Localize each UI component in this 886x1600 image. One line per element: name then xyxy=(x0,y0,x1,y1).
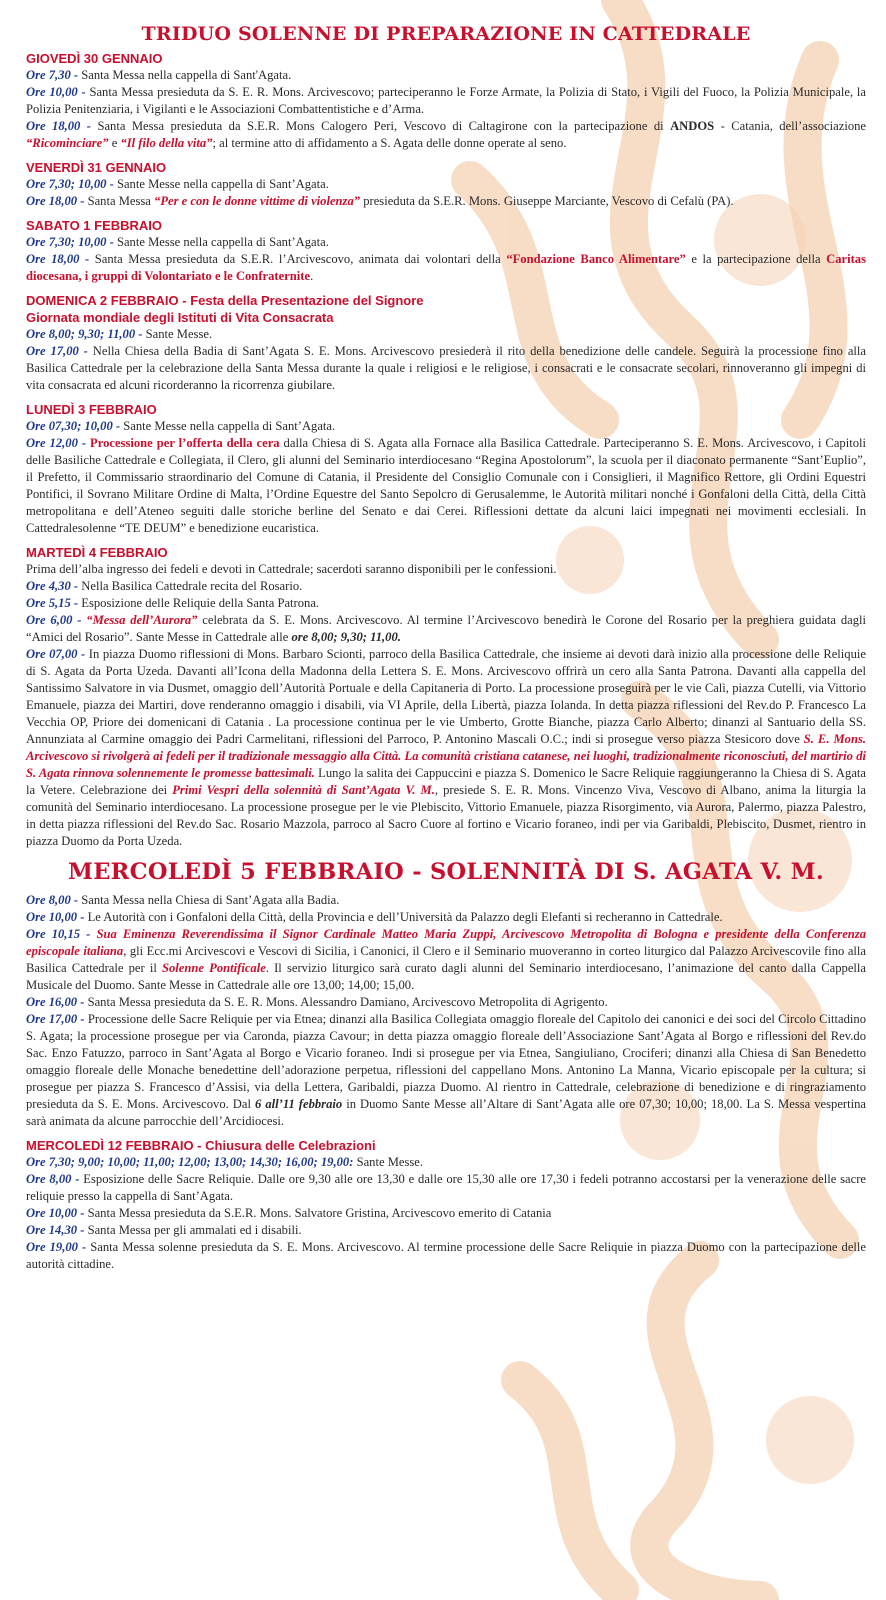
entry-text: “Messa dell’Aurora” xyxy=(86,613,198,627)
entry-time: Ore 12,00 - xyxy=(26,436,91,450)
entry-text: Esposizione delle Reliquie della Santa Patrona. xyxy=(81,596,320,610)
schedule-entry xyxy=(26,118,866,152)
entry-text: Sante Messe. xyxy=(145,327,213,341)
closing-section xyxy=(26,1137,866,1273)
entry-text: Santa Messa nella cappella di Sant'Agata. xyxy=(81,68,292,82)
entry-text: Santa Messa presieduta da S.E.R. Mons Calogero Peri, Vescovo di Caltagirone con la partecipazione di xyxy=(97,119,671,133)
schedule-entry xyxy=(26,418,866,435)
entry-text: Sante Messe nella cappella di Sant’Agata. xyxy=(123,419,336,433)
entry-text: Primi Vespri della solennità di Sant’Agata V. M. xyxy=(172,783,435,797)
schedule-entry xyxy=(26,67,866,84)
entry-time: Ore 7,30; 10,00 - xyxy=(26,235,117,249)
day-section xyxy=(26,50,866,152)
entry-text: Santa Messa nella Chiesa di Sant’Agata alla Badia. xyxy=(81,893,340,907)
schedule-entry xyxy=(26,193,866,210)
entry-text: Processione delle Sacre Reliquie per via Etnea; dinanzi alla Basilica Collegiata omaggio floreale del Capitolo dei canonici e dei soci del Circolo Cittadino S. Agata; la processione prosegue per via Caronda, piazza Cavour; in detta piazza omaggio floreale dell’Associazione Sant’Agata al Borgo e riflessioni del Rev.do Sac. Enzo Fatuzzo, parroco in Sant’Agata al Borgo e Vicario foraneo. Indi si prosegue per via Etnea, Sangiuliano, Crociferi; dinanzi alla Chiesa di San Benedetto omaggio floreale delle Monache benedettine dell’adorazione perpetua, riflessioni del cappellano Mons. Antonino La Manna, Vicario episcopale per la cultura; si prosegue per piazza S. Francesco d’Assisi, via della Lettera, Garibaldi, piazza Duomo. Al rientro in Cattedrale, celebrazione di benedizione e di ringraziamento presieduta da S. E. Mons. Arcivescovo. Dal xyxy=(26,1012,866,1111)
entry-text: 6 all’11 febbraio xyxy=(255,1097,343,1111)
entry-time: Ore 10,00 - xyxy=(26,910,88,924)
entry-time: Ore 7,30; 10,00 - xyxy=(26,177,117,191)
entry-time: Ore 10,00 - xyxy=(26,1206,88,1220)
day-heading: MARTEDÌ 4 FEBBRAIO xyxy=(26,545,168,560)
entry-time: Ore 8,00 - xyxy=(26,1172,84,1186)
day-heading: DOMENICA 2 FEBBRAIO - Festa della Presentazione del Signore xyxy=(26,293,424,308)
schedule-entry xyxy=(26,561,866,578)
day-subheading: Giornata mondiale degli Istituti di Vita Consacrata xyxy=(26,310,334,325)
closing-day-section xyxy=(26,1137,866,1273)
entry-text: , gli Ecc.mi Arcivescovi e Vescovi di Sicilia, i Canonici, il Clero e il Seminario muoveranno in corteo liturgico dal Palazzo Arcivescovile fino alla Basilica Cattedrale per il xyxy=(26,944,866,975)
entry-time: Ore 07,00 - xyxy=(26,647,89,661)
entry-text: Santa Messa presieduta da S. E. R. Mons. Alessandro Damiano, Arcivescovo Metropolita di Agrigento. xyxy=(87,995,608,1009)
entry-text: Santa Messa presieduta da S.E.R. Mons. Salvatore Gristina, Arcivescovo emerito di Catania xyxy=(87,1206,552,1220)
day-heading: MERCOLEDÌ 12 FEBBRAIO - Chiusura delle Celebrazioni xyxy=(26,1138,376,1153)
schedule-entry xyxy=(26,1154,866,1171)
entry-text: e la partecipazione della xyxy=(685,252,827,266)
day-section xyxy=(26,401,866,537)
schedule-entry xyxy=(26,1239,866,1273)
entry-text: Esposizione delle Sacre Reliquie. Dalle ore 9,30 alle ore 13,30 e dalle ore 15,30 alle ore 17,30 i fedeli potranno accostarsi per la venerazione delle sacre reliquie presso la cappella di Sant’Agata. xyxy=(26,1172,866,1203)
entry-time: Ore 19,00 - xyxy=(26,1240,91,1254)
entry-text: in Duomo Sante Messe all’Altare di Sant’Agata alle ore 07,30; 10,00; 18,00. La S. Messa vespertina sarà animata da alcune parrocchie dell’Arcidiocesi. xyxy=(26,1097,866,1128)
schedule-entry xyxy=(26,1171,866,1205)
entry-text: “Il filo della vita” xyxy=(120,136,213,150)
schedule-entry xyxy=(26,251,866,285)
entry-time: Ore 10,00 - xyxy=(26,85,90,99)
document-title: TRIDUO SOLENNE DI PREPARAZIONE IN CATTEDRALE xyxy=(141,23,751,45)
entry-time: Ore 16,00 - xyxy=(26,995,88,1009)
entry-text: ore 8,00; 9,30; 11,00. xyxy=(291,630,401,644)
schedule-entry xyxy=(26,892,866,909)
entry-text: Le Autorità con i Gonfaloni della Città, della Provincia e dell’Università da Palazzo degli Elefanti si recheranno in Cattedrale. xyxy=(87,910,723,924)
day-section xyxy=(26,544,866,850)
schedule-entry xyxy=(26,234,866,251)
entry-time: Ore 07,30; 10,00 - xyxy=(26,419,124,433)
entry-text: “Per e con le donne vittime di violenza” xyxy=(154,194,361,208)
entry-text: Prima dell’alba ingresso dei fedeli e devoti in Cattedrale; sacerdoti saranno disponibili per le confessioni. xyxy=(26,562,557,576)
day-heading: GIOVEDÌ 30 GENNAIO xyxy=(26,51,163,66)
entry-text: Nella Chiesa della Badia di Sant’Agata S. E. Mons. Arcivescovo presiederà il rito della benedizione delle candele. Seguirà la processione fino alla Basilica Cattedrale per la celebrazione della Santa Messa durante la quale i religiosi e le religiose, i consacrati e le consacrate secolari, rinnoveranno gli impegni di vita consacrata ed alcuni ricorderanno la ricorrenza giubilare. xyxy=(26,344,866,392)
entry-text: Sante Messe. xyxy=(356,1155,424,1169)
entry-text: dalla Chiesa di S. Agata alla Fornace alla Basilica Cattedrale. Parteciperanno S. E. Mons. Arcivescovo, i Capitoli delle Basiliche Cattedrale e Collegiata, il Clero, gli alunni del Seminario interdiocesano “Regina Apostolorum”, la scuola per il diaconato permanente “Sant’Euplio”, il Prefetto, il Commissario straordinario del Comune di Catania, il Presidente del Consiglio Comunale con i Consiglieri, il Magnifico Rettore, gli Ordini Equestri Pontifici, il Sovrano Militare Ordine di Malta, l’Ordine Equestre del Santo Sepolcro di Gerusalemme, le Autorità militari nonché i Gonfaloni della Città, della Città metropolitana e dell’Ateneo seguiti dalle storiche berline del Senato e dai Cerei. Riflessioni dettate da alcuni laici impegnati nei movimenti ecclesiali. In Cattedralesolenne “TE DEUM” e benedizione eucaristica. xyxy=(26,436,867,535)
schedule-entry xyxy=(26,612,866,646)
entry-text: - Catania, dell’associazione xyxy=(714,119,867,133)
entry-time: Ore 6,00 - xyxy=(26,613,87,627)
entry-text: S. E. Mons. Arcivescovo si rivolgerà ai fedeli per il tradizionale messaggio alla Città. La comunità cristiana catanese, nei luoghi, tradizionalmente riconosciuti, del martirio di S. Agata rinnova solennemente le promesse battesimali. xyxy=(26,732,867,780)
entry-time: Ore 18,00 - xyxy=(26,252,95,266)
main-feast-entries xyxy=(26,892,866,1130)
entry-text: Sante Messe nella cappella di Sant’Agata. xyxy=(116,235,329,249)
entry-text: Santa Messa per gli ammalati ed i disabili. xyxy=(87,1223,302,1237)
schedule-entry xyxy=(26,176,866,193)
entry-time: Ore 5,15 - xyxy=(26,596,82,610)
entry-time: Ore 18,00 - xyxy=(26,194,88,208)
entry-text: “Ricominciare” xyxy=(26,136,109,150)
entry-text: Sante Messe nella cappella di Sant’Agata. xyxy=(116,177,329,191)
entry-text: Lungo la salita dei Cappuccini e piazza S. Domenico le Sacre Reliquie raggiungeranno la Chiesa di S. Agata la Vetere. Celebrazione dei xyxy=(26,766,866,797)
entry-text: e xyxy=(108,136,121,150)
entry-text: . xyxy=(310,269,314,283)
entry-time: Ore 8,00 - xyxy=(26,893,82,907)
entry-text: Processione per l’offerta della cera xyxy=(90,436,280,450)
entry-time: Ore 14,30 - xyxy=(26,1223,88,1237)
day-heading: VENERDÌ 31 GENNAIO xyxy=(26,160,167,175)
entry-text: Sua Eminenza Reverendissima il Signor Cardinale Matteo Maria Zuppi, Arcivescovo Metropolita di Bologna e presidente della Conferenza episcopale italiana xyxy=(26,927,867,958)
entry-text: . Il servizio liturgico sarà curato dagli alunni del Seminario interdiocesano, l’animazione del canto dalla Cappella Musicale del Duomo. Sante Messe in Cattedrale alle ore 13,00; 14,00; 15,00. xyxy=(26,961,866,992)
schedule-entry xyxy=(26,926,866,994)
schedule-entry xyxy=(26,343,866,394)
entry-time: Ore 7,30 - xyxy=(26,68,82,82)
entry-text: Santa Messa solenne presieduta da S. E. Mons. Arcivescovo. Al termine processione delle Sacre Reliquie in piazza Duomo con la partecipazione delle autorità cittadine. xyxy=(26,1240,867,1271)
entry-text: Nella Basilica Cattedrale recita del Rosario. xyxy=(81,579,303,593)
entry-text: Santa Messa xyxy=(87,194,155,208)
entry-text: celebrata da S. E. Mons. Arcivescovo. Al termine l’Arcivescovo benedirà le Corone del Rosario per la preghiera guidata dagli “Amici del Rosario”. Sante Messe in Cattedrale alle xyxy=(26,613,867,644)
main-feast-list xyxy=(26,892,866,1130)
schedule-entry xyxy=(26,435,866,537)
day-section xyxy=(26,292,866,394)
entry-time: Ore 17,00 - xyxy=(26,344,93,358)
entry-text: ; al termine atto di affidamento a S. Agata delle donne operate al seno. xyxy=(212,136,567,150)
main-feast-title: MERCOLEDÌ 5 FEBBRAIO - SOLENNITÀ DI S. AGATA V. M. xyxy=(68,859,824,885)
entry-text: , presiede S. E. R. Mons. Vincenzo Viva, Vescovo di Albano, anima la liturgia la comunità del Seminario interdiocesano. La processione prosegue per le vie Plebiscito, Vittorio Emanuele, piazza Risorgimento, via Aurora, Palermo, piazza Palestro, in detta piazza riflessioni del Rev.do Sac. Rosario Mazzola, parroco al Sacro Cuore al fortino e Vicario foraneo, indi per via Garibaldi, Plebiscito, Dusmet, rientro in piazza Duomo da Porta Uzeda. xyxy=(26,783,866,848)
day-section xyxy=(26,217,866,285)
schedule-entry xyxy=(26,1222,866,1239)
schedule-entry xyxy=(26,84,866,118)
schedule-entry xyxy=(26,646,866,850)
entry-time: Ore 7,30; 9,00; 10,00; 11,00; 12,00; 13,00; 14,30; 16,00; 19,00: xyxy=(26,1155,357,1169)
entry-time: Ore 10,15 - xyxy=(26,927,97,941)
schedule-entry xyxy=(26,595,866,612)
schedule-entry xyxy=(26,1205,866,1222)
schedule-entry xyxy=(26,578,866,595)
schedule-entry xyxy=(26,1011,866,1130)
entry-time: Ore 17,00 - xyxy=(26,1012,88,1026)
entry-text: Caritas diocesana, i gruppi di Volontariato e le Confraternite xyxy=(26,252,866,283)
entry-text: ANDOS xyxy=(670,119,715,133)
entry-text: In piazza Duomo riflessioni di Mons. Barbaro Scionti, parroco della Basilica Cattedrale, che insieme ai devoti darà inizio alla processione delle Reliquie di S. Agata da Porta Uzeda. Davanti all’Icona della Madonna della Lettera S. E. Mons. Arcivescovo offrirà un cero alla Santa Patrona. Davanti alla cappella del Santissimo Salvatore in via Dusmet, omaggio dell’Autorità Portuale e della Capitaneria di Porto. La processione proseguirà per le vie Calì, piazza Cutelli, via Vittorio Emanuele, piazza dei Martiri, dove renderanno omaggio i disabili, via VI Aprile, della Libertà, piazza Iolanda. In detta piazza riflessioni del Rev.do P. Francesco La Vecchia OP, Priore dei domenicani di Catania . La processione continua per le vie Umberto, Grotte Bianche, piazza Carlo Alberto; dinanzi al Santuario della SS. Annunziata al Carmine omaggio dei Padri Carmelitani, riflessioni del Parroco, P. Antonino Mascali O.C.; indi si prosegue verso piazza Stesicoro dove xyxy=(26,647,866,746)
entry-text: “Fondazione Banco Alimentare” xyxy=(506,252,686,266)
day-section xyxy=(26,159,866,210)
day-heading: LUNEDÌ 3 FEBBRAIO xyxy=(26,402,157,417)
day-heading: SABATO 1 FEBBRAIO xyxy=(26,218,163,233)
entry-time: Ore 4,30 - xyxy=(26,579,82,593)
entry-text: Santa Messa presieduta da S. E. R. Mons. Arcivescovo; parteciperanno le Forze Armate, la Polizia di Stato, i Vigili del Fuoco, la Polizia Municipale, la Polizia Penitenziaria, i Vigilanti e le Associazioni Combattentistiche e d’Arma. xyxy=(26,85,867,116)
schedule-entry xyxy=(26,909,866,926)
triduo-days xyxy=(26,50,866,850)
entry-time: Ore 8,00; 9,30; 11,00 - xyxy=(26,327,146,341)
schedule-entry xyxy=(26,326,866,343)
entry-text: presieduta da S.E.R. Mons. Giuseppe Marciante, Vescovo di Cefalù (PA). xyxy=(360,194,734,208)
entry-text: Solenne Pontificale xyxy=(162,961,266,975)
entry-text: Santa Messa presieduta da S.E.R. l’Arcivescovo, animata dai volontari della xyxy=(94,252,507,266)
entry-time: Ore 18,00 - xyxy=(26,119,98,133)
schedule-entry xyxy=(26,994,866,1011)
